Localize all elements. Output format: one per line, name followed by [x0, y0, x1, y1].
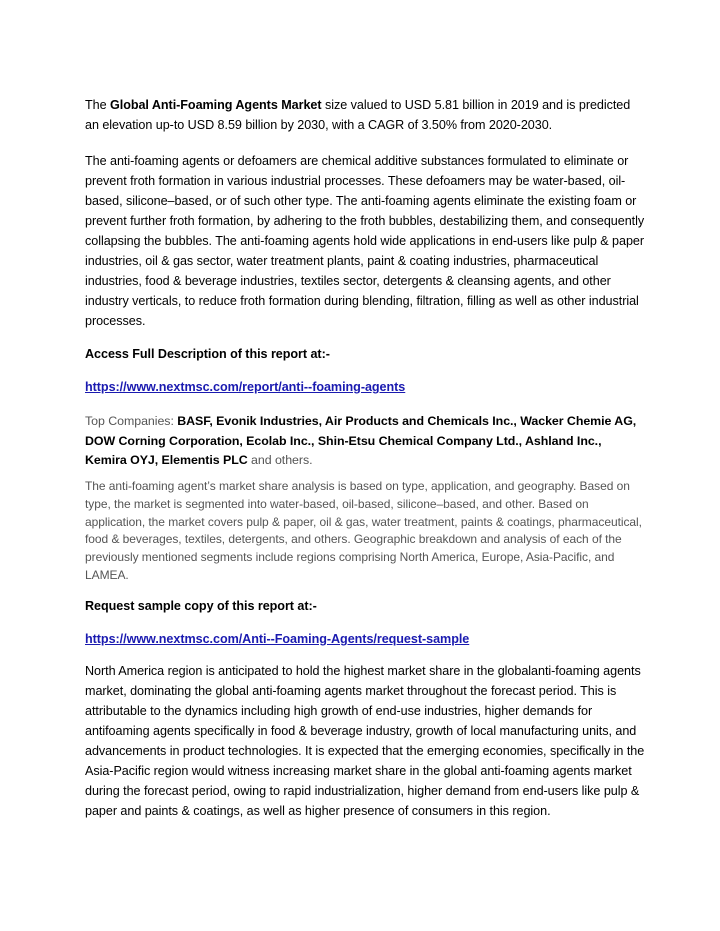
analysis-paragraph: The anti-foaming agent’s market share analysis is based on type, application, and geography. Based on type, the market is segmented into water-based, oil-based, silicone–based, and other. Based on application, the market covers pulp & paper, oil & gas, water treatment, paints & coatings, pharmaceutical, food & beverages, textiles, detergents, and others. Geographic breakdown and analysis of each of the previously mentioned segments include regions comprising North America, Europe, Asia-Pacific, and LAMEA. — [85, 479, 642, 582]
access-heading: Access Full Description of this report at:- — [85, 347, 330, 361]
request-link-paragraph — [85, 629, 645, 649]
companies-label: Top Companies: — [85, 414, 178, 428]
market-title: Global Anti-Foaming Agents Market — [110, 98, 322, 112]
description-paragraph: The anti-foaming agents or defoamers are chemical additive substances formulated to eliminate or prevent froth formation in various industrial processes. These defoamers may be water-based, oil-based, silicone–based, or of such other type. The anti-foaming agents eliminate the existing foam or prevent further froth formation, by adhering to the froth bubbles, destabilizing them, and consequently collapsing the bubbles. The anti-foaming agents hold wide applications in end-users like pulp & paper industries, oil & gas sector, water treatment plants, paint & coating industries, pharmaceutical industries, food & beverage industries, textiles sector, detergents & cleansing agents, and other industry verticals, to reduce froth formation during blending, filtration, filling as well as other industrial processes. — [85, 154, 645, 328]
full-description-link[interactable]: https://www.nextmsc.com/report/anti--foaming-agents — [85, 380, 406, 394]
intro-prefix: The — [85, 98, 110, 112]
companies-suffix: and others. — [247, 453, 313, 467]
companies-paragraph — [85, 412, 645, 471]
intro-rest: size valued to USD 5.81 billion in 2019 and is predicted an elevation up-to USD 8.59 billion by 2030, with a CAGR of 3.50% from 2020-2030. — [85, 98, 631, 132]
access-link-paragraph — [85, 377, 645, 397]
request-sample-link[interactable]: https://www.nextmsc.com/Anti--Foaming-Agents/request-sample — [85, 632, 470, 646]
companies-list: BASF, Evonik Industries, Air Products and Chemicals Inc., Wacker Chemie AG, DOW Corning Corporation, Ecolab Inc., Shin-Etsu Chemical Company Ltd., Ashland Inc., Kemira OYJ, Elementis PLC — [85, 414, 637, 467]
request-heading: Request sample copy of this report at:- — [85, 599, 317, 613]
region-paragraph: North America region is anticipated to hold the highest market share in the globalanti-foaming agents market, dominating the global anti-foaming agents market throughout the forecast period. This is attributable to the dynamics including high growth of end-use industries, higher demands for antifoaming agents specifically in food & beverage industry, growth of local manufacturing units, and advancements in product technologies. It is expected that the emerging economies, specifically in the Asia-Pacific region would witness increasing market share in the global anti-foaming agents market during the forecast period, owing to rapid industrialization, higher demand from end-users like pulp & paper and paints & coatings, as well as higher presence of consumers in this region. — [85, 664, 645, 818]
intro-paragraph — [85, 95, 645, 135]
